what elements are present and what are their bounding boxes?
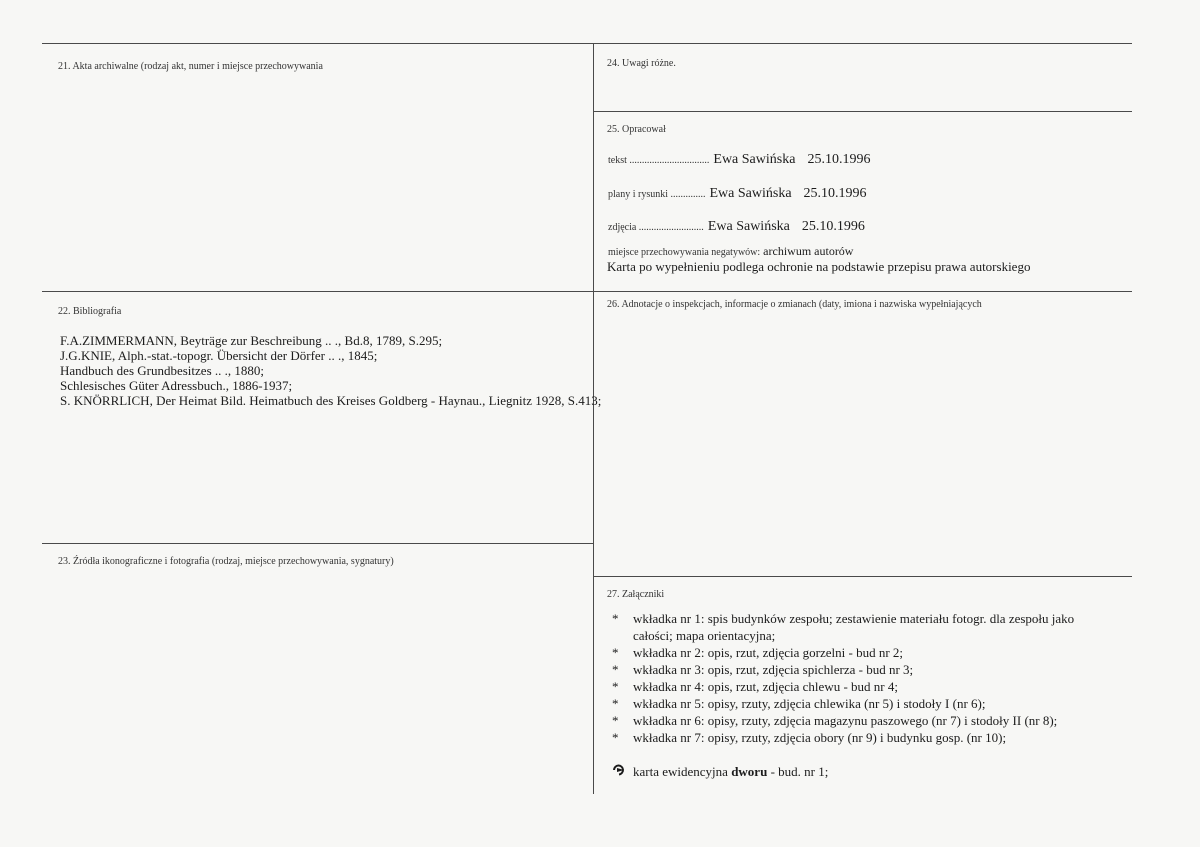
divider-26-27 bbox=[593, 576, 1132, 577]
bullet-star-icon: * bbox=[612, 730, 619, 745]
section-21-label: 21. Akta archiwalne (rodzaj akt, numer i miejsce przechowywania bbox=[58, 61, 323, 72]
record-card-suffix: - bud. nr 1; bbox=[770, 764, 829, 779]
divider-22-23 bbox=[42, 543, 593, 544]
divider-21-22 bbox=[42, 291, 1132, 292]
section-27-label: 27. Załączniki bbox=[607, 589, 665, 600]
copyright-note: Karta po wypełnieniu podlega ochronie na podstawie przepisu prawa autorskiego bbox=[607, 259, 1031, 274]
bibliography-entry: F.A.ZIMMERMANN, Beyträge zur Beschreibung .. ., Bd.8, 1789, S.295; bbox=[60, 333, 443, 348]
attachment-item: * wkładka nr 7: opisy, rzuty, zdjęcia obory (nr 9) i budynku gosp. (nr 10); bbox=[612, 730, 1007, 745]
record-card-reference bbox=[612, 764, 828, 780]
center-divider bbox=[593, 43, 594, 794]
bullet-star-icon: * bbox=[612, 713, 619, 728]
attachment-item: * wkładka nr 3: opis, rzut, zdjęcia spichlerza - bud nr 3; bbox=[612, 662, 914, 677]
negatives-storage-label: miejsce przechowywania negatywów: bbox=[608, 247, 761, 258]
section-25-label: 25. Opracował bbox=[607, 124, 666, 135]
author-date: 25.10.1996 bbox=[803, 186, 867, 201]
author-row-plans bbox=[608, 186, 867, 202]
author-name: Ewa Sawińska bbox=[713, 152, 796, 167]
negatives-storage-value: archiwum autorów bbox=[763, 244, 854, 258]
divider-24-25 bbox=[593, 111, 1132, 112]
bullet-star-icon: * bbox=[612, 696, 619, 711]
attachment-item: * wkładka nr 2: opis, rzut, zdjęcia gorzelni - bud nr 2; bbox=[612, 645, 904, 660]
negatives-storage bbox=[608, 244, 853, 259]
right-curved-arrow-icon bbox=[612, 764, 626, 780]
top-border bbox=[42, 43, 1132, 44]
section-24-label: 24. Uwagi różne. bbox=[607, 58, 676, 69]
author-row-text bbox=[608, 152, 870, 168]
bibliography-entry: J.G.KNIE, Alph.-stat.-topogr. Übersicht der Dörfer .. ., 1845; bbox=[60, 348, 378, 363]
author-name: Ewa Sawińska bbox=[709, 186, 792, 201]
bibliography-entry: Handbuch des Grundbesitzes .. ., 1880; bbox=[60, 363, 264, 378]
section-23-label: 23. Źródła ikonograficzne i fotografia (rodzaj, miejsce przechowywania, sygnatury) bbox=[58, 556, 394, 567]
bullet-star-icon: * bbox=[612, 645, 619, 660]
record-card-prefix: karta ewidencyjna bbox=[633, 764, 728, 779]
bibliography-list bbox=[60, 333, 601, 408]
attachment-item: * wkładka nr 6: opisy, rzuty, zdjęcia magazynu paszowego (nr 7) i stodoły II (nr 8); bbox=[612, 713, 1058, 728]
attachment-item-continuation: całości; mapa orientacyjna; bbox=[633, 628, 776, 643]
record-card-object: dworu bbox=[731, 764, 768, 779]
bibliography-entry: Schlesisches Güter Adressbuch., 1886-1937; bbox=[60, 378, 293, 393]
attachment-item: * wkładka nr 1: spis budynków zespołu; zestawienie materiału fotogr. dla zespołu jako bbox=[612, 611, 1075, 626]
author-row-photos bbox=[608, 219, 865, 235]
attachment-item: * wkładka nr 4: opis, rzut, zdjęcia chlewu - bud nr 4; bbox=[612, 679, 898, 694]
author-row-key: zdjęcia .......................... bbox=[608, 222, 704, 233]
author-date: 25.10.1996 bbox=[801, 219, 865, 234]
attachment-item: * wkładka nr 5: opisy, rzuty, zdjęcia chlewika (nr 5) i stodoły I (nr 6); bbox=[612, 696, 986, 711]
bullet-star-icon: * bbox=[612, 611, 619, 626]
author-date: 25.10.1996 bbox=[807, 152, 871, 167]
author-row-key: plany i rysunki .............. bbox=[608, 189, 706, 200]
section-26-label: 26. Adnotacje o inspekcjach, informacje o zmianach (daty, imiona i nazwiska wypełniających bbox=[607, 299, 982, 310]
attachments-list bbox=[612, 610, 1074, 746]
bibliography-entry: S. KNÖRRLICH, Der Heimat Bild. Heimatbuch des Kreises Goldberg - Haynau., Liegnitz 1928, S.413; bbox=[60, 393, 602, 408]
bullet-star-icon: * bbox=[612, 662, 619, 677]
author-name: Ewa Sawińska bbox=[707, 219, 790, 234]
section-22-label: 22. Bibliografia bbox=[58, 306, 122, 317]
author-row-key: tekst ................................ bbox=[608, 155, 710, 166]
bullet-star-icon: * bbox=[612, 679, 619, 694]
